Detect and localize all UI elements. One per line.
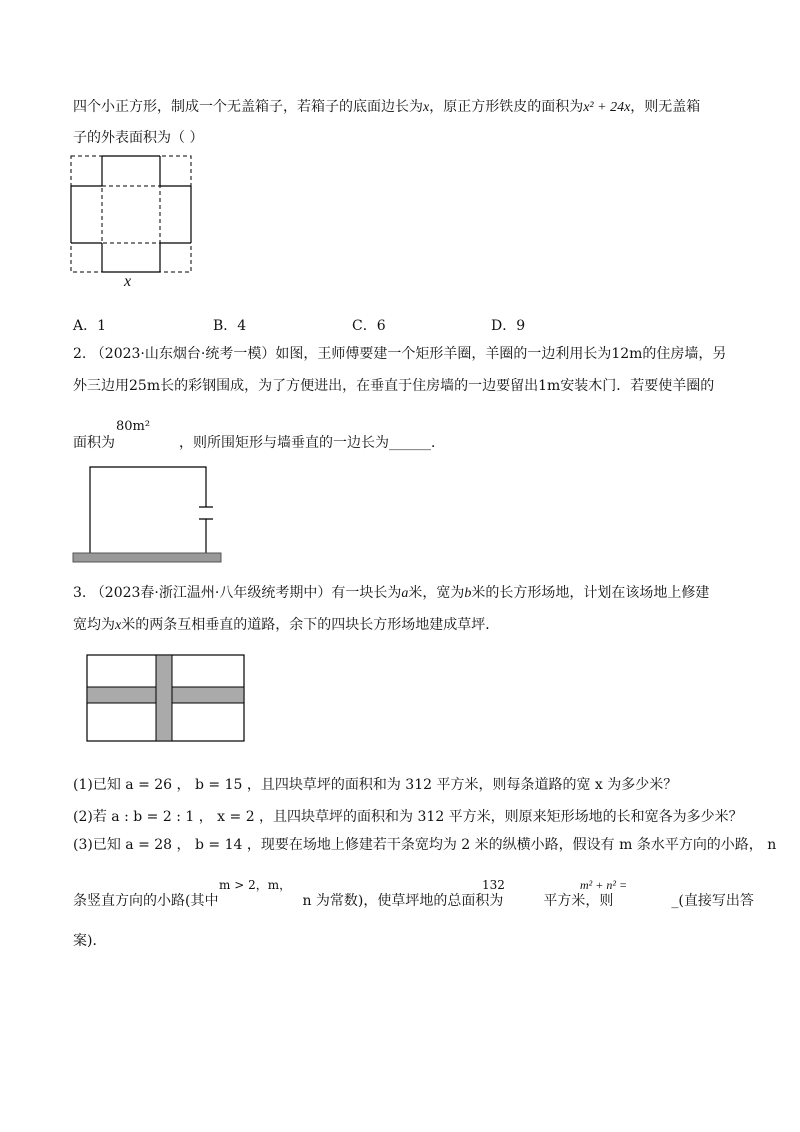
option-a: A．1	[73, 318, 107, 334]
house-wall	[73, 553, 221, 562]
q3-l2-c: 平方米，则	[543, 893, 614, 909]
q1-expr: x² + 24x	[583, 100, 631, 115]
q3-l2-a: 条竖直方向的小路(其中	[73, 893, 219, 909]
q1-box-net-figure	[70, 155, 195, 295]
q1-text-c: ，则无盖箱	[630, 99, 701, 115]
q2-line3-b: ，则所围矩形与墙垂直的一边长为______．	[179, 435, 445, 451]
outer-dashed-square	[71, 156, 191, 272]
option-c: C．6	[352, 318, 386, 334]
q3-line2	[73, 616, 499, 635]
q3-total: 132	[482, 878, 505, 892]
door-marks	[199, 507, 213, 519]
q3-expr2: m² + n² =	[580, 878, 628, 892]
q3-var-x: x	[115, 618, 122, 633]
q3-var-b: b	[464, 586, 472, 601]
q1-figure-label: x	[124, 273, 132, 290]
q3-line2-a: 宽均为	[73, 617, 115, 633]
pen-fence	[90, 467, 206, 553]
q3-l2-d: _(直接写出答	[671, 893, 754, 909]
q1-line1	[73, 98, 700, 117]
q1-text-b: ，原正方形铁皮的面积为	[429, 99, 584, 115]
option-d: D．9	[491, 318, 526, 334]
q3-sub2: (2)若 a : b = 2 : 1 ， x = 2 ，且四块草坪的面积和为 312 平方米，则原来矩形场地的长和宽各为多少米？	[73, 809, 743, 825]
q2-line2: 外三边用25m长的彩钢围成，为了方便进出，在垂直于住房墙的一边要留出1m安装木门．若要使羊圈的	[73, 378, 715, 394]
q3-field-figure	[86, 654, 246, 744]
q3-sub3-line3: 案)．	[73, 933, 107, 949]
q3-line1-c: 米的长方形场地，计划在该场地上修建	[471, 585, 710, 601]
q3-sub3-line2	[73, 892, 754, 910]
inner-dashed-square	[102, 186, 160, 243]
q3-line1-b: 米，宽为	[408, 585, 465, 601]
q1-text-a: 四个小正方形，制成一个无盖箱子，若箱子的底面边长为	[73, 99, 423, 115]
q3-line2-b: 米的两条互相垂直的道路，余下的四块长方形场地建成草坪．	[121, 617, 500, 633]
q2-line3-a: 面积为	[73, 435, 115, 451]
q3-condition: m > 2，m，	[219, 878, 292, 892]
q3-line1-a: 3. （2023春·浙江温州·八年级统考期中）有一块长为	[73, 585, 402, 601]
q2-line1: 2. （2023·山东烟台·统考一模）如图，王师傅要建一个矩形羊圈，羊圈的一边利用长为12m的住房墙，另	[73, 346, 727, 362]
q3-var-a: a	[401, 586, 409, 601]
road-intersection	[157, 688, 171, 702]
q3-sub1: (1)已知 a = 26 ， b = 15 ，且四块草坪的面积和为 312 平方米，则每条道路的宽 x 为多少米？	[73, 777, 678, 793]
q2-line3	[73, 434, 445, 452]
q1-line2: 子的外表面积为（ ）	[73, 130, 204, 146]
box-net-solid-lines	[71, 156, 191, 272]
q2-area-value: 80m²	[116, 419, 151, 434]
q3-sub3-line1: (3)已知 a = 28 ， b = 14 ，现要在场地上修建若干条宽均为 2 米的纵横小路，假设有 m 条水平方向的小路， n	[73, 837, 777, 853]
q3-line1	[73, 584, 709, 603]
q2-pen-figure	[72, 465, 224, 565]
box-net-outline	[71, 156, 191, 272]
q1-var-x: x	[423, 100, 430, 115]
q3-l2-b: n 为常数)，使草坪地的总面积为	[302, 893, 504, 909]
option-b: B．4	[213, 318, 247, 334]
